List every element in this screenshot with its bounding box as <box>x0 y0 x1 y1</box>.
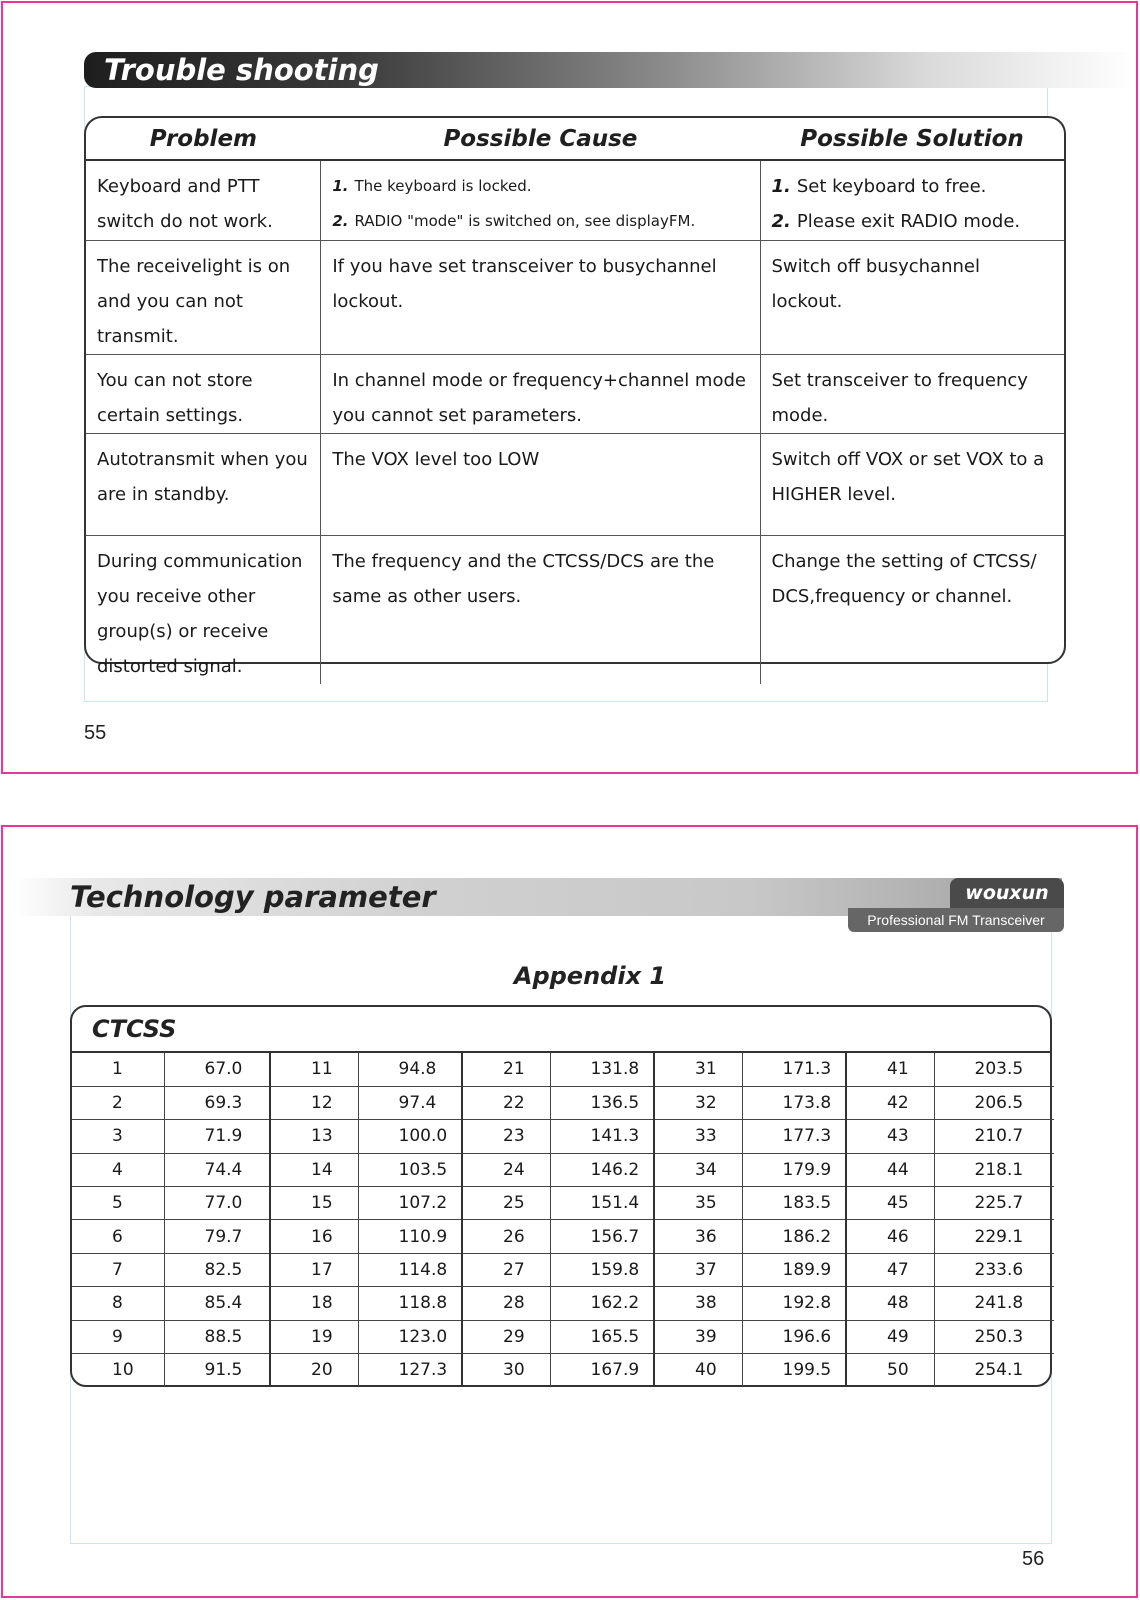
ctcss-frequency-value: 229.1 <box>934 1220 1054 1253</box>
solution-cell: Change the setting of CTCSS/ DCS,frequency or channel. <box>771 550 1037 607</box>
ctcss-frequency-value: 141.3 <box>550 1120 654 1153</box>
ctcss-code-number: 10 <box>72 1354 164 1387</box>
ctcss-code-number: 1 <box>72 1053 164 1086</box>
cause-cell <box>321 160 760 240</box>
ctcss-code-number: 19 <box>270 1320 358 1353</box>
problem-cell: During communication you receive other group(s) or receive distorted signal. <box>86 535 321 684</box>
ctcss-code-number: 20 <box>270 1354 358 1387</box>
ctcss-code-number: 27 <box>462 1253 550 1286</box>
ctcss-code-number: 24 <box>462 1153 550 1186</box>
ctcss-code-number: 7 <box>72 1253 164 1286</box>
appendix-title: Appendix 1 <box>513 962 667 990</box>
table-row <box>72 1086 1054 1119</box>
ctcss-code-number: 29 <box>462 1320 550 1353</box>
solution-cell <box>760 160 1064 240</box>
ctcss-code-number: 32 <box>654 1086 742 1119</box>
ctcss-grid <box>72 1053 1054 1387</box>
table-row <box>86 240 1064 354</box>
cause-item: 2. RADIO "mode" is switched on, see displayFM. <box>332 212 696 230</box>
ctcss-code-number: 18 <box>270 1287 358 1320</box>
table-row <box>72 1320 1054 1353</box>
ctcss-frequency-value: 192.8 <box>742 1287 846 1320</box>
ctcss-code-number: 14 <box>270 1153 358 1186</box>
ctcss-code-number: 35 <box>654 1187 742 1220</box>
ctcss-frequency-value: 97.4 <box>358 1086 462 1119</box>
page-number: 55 <box>84 722 107 744</box>
ctcss-code-number: 40 <box>654 1354 742 1387</box>
table-row <box>72 1187 1054 1220</box>
problem-cell: Keyboard and PTT switch do not work. <box>86 160 321 240</box>
ctcss-frequency-value: 183.5 <box>742 1187 846 1220</box>
ctcss-frequency-value: 165.5 <box>550 1320 654 1353</box>
ctcss-code-number: 13 <box>270 1120 358 1153</box>
table-row <box>72 1287 1054 1320</box>
problem-cell: The receivelight is on and you can not transmit. <box>86 240 321 354</box>
ctcss-frequency-value: 103.5 <box>358 1153 462 1186</box>
ctcss-code-number: 4 <box>72 1153 164 1186</box>
ctcss-code-number: 42 <box>846 1086 934 1119</box>
ctcss-code-number: 23 <box>462 1120 550 1153</box>
ctcss-frequency-value: 173.8 <box>742 1086 846 1119</box>
ctcss-code-number: 46 <box>846 1220 934 1253</box>
ctcss-code-number: 44 <box>846 1153 934 1186</box>
ctcss-frequency-value: 127.3 <box>358 1354 462 1387</box>
ctcss-code-number: 47 <box>846 1253 934 1286</box>
table-row <box>72 1153 1054 1186</box>
ctcss-frequency-value: 171.3 <box>742 1053 846 1086</box>
ctcss-table <box>70 1005 1052 1387</box>
ctcss-frequency-value: 151.4 <box>550 1187 654 1220</box>
ctcss-frequency-value: 77.0 <box>164 1187 270 1220</box>
ctcss-frequency-value: 74.4 <box>164 1153 270 1186</box>
ctcss-code-number: 28 <box>462 1287 550 1320</box>
ctcss-code-number: 21 <box>462 1053 550 1086</box>
ctcss-frequency-value: 146.2 <box>550 1153 654 1186</box>
ctcss-code-number: 25 <box>462 1187 550 1220</box>
table-row <box>86 433 1064 535</box>
ctcss-code-number: 5 <box>72 1187 164 1220</box>
brand-name: wouxun <box>950 878 1064 908</box>
table-row <box>72 1120 1054 1153</box>
ctcss-frequency-value: 100.0 <box>358 1120 462 1153</box>
ctcss-code-number: 37 <box>654 1253 742 1286</box>
ctcss-frequency-value: 186.2 <box>742 1220 846 1253</box>
ctcss-frequency-value: 159.8 <box>550 1253 654 1286</box>
header-possible-solution: Possible Solution <box>760 118 1064 160</box>
solution-item: 2. Please exit RADIO mode. <box>771 211 1021 232</box>
ctcss-code-number: 2 <box>72 1086 164 1119</box>
ctcss-code-number: 39 <box>654 1320 742 1353</box>
solution-cell: Set transceiver to frequency mode. <box>760 354 1064 433</box>
ctcss-title: CTCSS <box>72 1007 1050 1053</box>
ctcss-code-number: 30 <box>462 1354 550 1387</box>
ctcss-code-number: 38 <box>654 1287 742 1320</box>
ctcss-frequency-value: 167.9 <box>550 1354 654 1387</box>
table-row <box>86 160 1064 240</box>
ctcss-frequency-value: 156.7 <box>550 1220 654 1253</box>
ctcss-frequency-value: 110.9 <box>358 1220 462 1253</box>
ctcss-code-number: 45 <box>846 1187 934 1220</box>
ctcss-code-number: 50 <box>846 1354 934 1387</box>
ctcss-frequency-value: 250.3 <box>934 1320 1054 1353</box>
ctcss-code-number: 36 <box>654 1220 742 1253</box>
ctcss-code-number: 34 <box>654 1153 742 1186</box>
ctcss-frequency-value: 82.5 <box>164 1253 270 1286</box>
ctcss-code-number: 49 <box>846 1320 934 1353</box>
ctcss-code-number: 26 <box>462 1220 550 1253</box>
ctcss-frequency-value: 241.8 <box>934 1287 1054 1320</box>
ctcss-frequency-value: 233.6 <box>934 1253 1054 1286</box>
ctcss-code-number: 33 <box>654 1120 742 1153</box>
table-row <box>72 1220 1054 1253</box>
ctcss-frequency-value: 123.0 <box>358 1320 462 1353</box>
ctcss-frequency-value: 131.8 <box>550 1053 654 1086</box>
ctcss-frequency-value: 196.6 <box>742 1320 846 1353</box>
ctcss-code-number: 48 <box>846 1287 934 1320</box>
ctcss-frequency-value: 210.7 <box>934 1120 1054 1153</box>
ctcss-code-number: 17 <box>270 1253 358 1286</box>
cause-cell: The VOX level too LOW <box>321 433 760 535</box>
ctcss-code-number: 6 <box>72 1220 164 1253</box>
ctcss-frequency-value: 136.5 <box>550 1086 654 1119</box>
ctcss-frequency-value: 88.5 <box>164 1320 270 1353</box>
ctcss-frequency-value: 67.0 <box>164 1053 270 1086</box>
solution-item: 1. Set keyboard to free. <box>771 176 987 197</box>
ctcss-code-number: 31 <box>654 1053 742 1086</box>
ctcss-code-number: 8 <box>72 1287 164 1320</box>
cause-cell: The frequency and the CTCSS/DCS are the same as other users. <box>321 535 760 684</box>
page-number: 56 <box>1022 1548 1045 1570</box>
ctcss-frequency-value: 254.1 <box>974 1360 1024 1381</box>
ctcss-frequency-value: 179.9 <box>742 1153 846 1186</box>
ctcss-frequency-value: 118.8 <box>358 1287 462 1320</box>
ctcss-frequency-value: 199.5 <box>742 1354 846 1387</box>
ctcss-frequency-value: 107.2 <box>358 1187 462 1220</box>
problem-cell: Autotransmit when you are in standby. <box>86 433 321 535</box>
ctcss-code-number: 12 <box>270 1086 358 1119</box>
header-problem: Problem <box>86 118 321 160</box>
ctcss-frequency-value: 218.1 <box>934 1153 1054 1186</box>
ctcss-frequency-value: 225.7 <box>934 1187 1054 1220</box>
ctcss-frequency-value: 177.3 <box>742 1120 846 1153</box>
table-row <box>72 1053 1054 1086</box>
cause-item: 1. The keyboard is locked. <box>332 177 532 195</box>
problem-cell: You can not store certain settings. <box>86 354 321 433</box>
ctcss-frequency-value: 71.9 <box>164 1120 270 1153</box>
ctcss-frequency-value: 114.8 <box>358 1253 462 1286</box>
ctcss-frequency-value: 206.5 <box>934 1086 1054 1119</box>
trouble-shooting-table <box>84 116 1066 677</box>
ctcss-code-number: 16 <box>270 1220 358 1253</box>
wouxun-logo <box>848 878 1064 932</box>
header-possible-cause: Possible Cause <box>321 118 760 160</box>
section-title-trouble-shooting: Trouble shooting <box>84 52 1134 88</box>
ctcss-code-number: 43 <box>846 1120 934 1153</box>
table-row <box>72 1354 1054 1387</box>
table-row <box>86 354 1064 433</box>
ctcss-frequency-value: 79.7 <box>164 1220 270 1253</box>
ctcss-frequency-value: 85.4 <box>164 1287 270 1320</box>
ctcss-code-number: 41 <box>846 1053 934 1086</box>
ctcss-frequency-value: 94.8 <box>358 1053 462 1086</box>
solution-cell: Switch off busychannel lockout. <box>760 240 1064 354</box>
ctcss-code-number: 3 <box>72 1120 164 1153</box>
section-title-technology-parameter: Technology parameter <box>12 878 1062 916</box>
table-row <box>72 1253 1054 1286</box>
table-header-row <box>86 118 1064 160</box>
ctcss-code-number: 11 <box>270 1053 358 1086</box>
ctcss-frequency-value: 69.3 <box>164 1086 270 1119</box>
ctcss-code-number: 22 <box>462 1086 550 1119</box>
cause-cell: If you have set transceiver to busychannel lockout. <box>321 240 760 354</box>
ctcss-frequency-value: 189.9 <box>742 1253 846 1286</box>
ctcss-code-number: 15 <box>270 1187 358 1220</box>
cause-cell: In channel mode or frequency+channel mode you cannot set parameters. <box>321 354 760 433</box>
table-row <box>86 535 1064 684</box>
ctcss-frequency-value: 91.5 <box>164 1354 270 1387</box>
brand-tagline: Professional FM Transceiver <box>848 908 1064 932</box>
ctcss-frequency-value: 203.5 <box>934 1053 1054 1086</box>
solution-cell: Switch off VOX or set VOX to a HIGHER level. <box>760 433 1064 535</box>
ctcss-code-number: 9 <box>72 1320 164 1353</box>
ctcss-frequency-value: 162.2 <box>550 1287 654 1320</box>
